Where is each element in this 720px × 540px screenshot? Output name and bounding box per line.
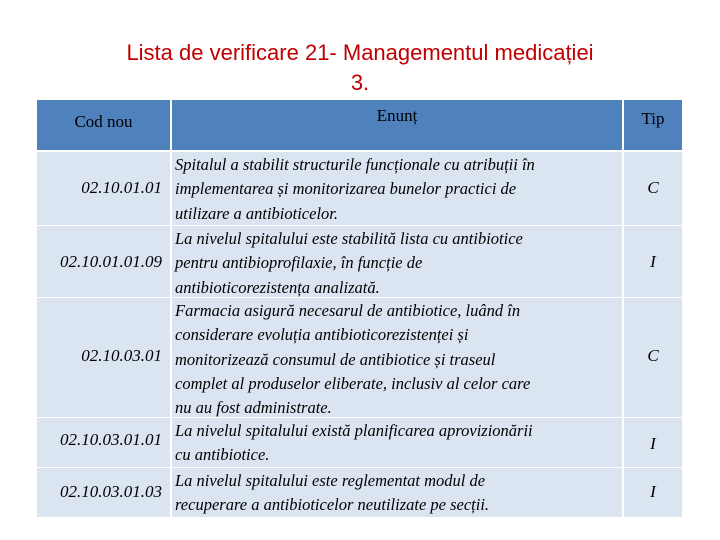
code-cell <box>37 226 170 298</box>
statement-cell <box>172 226 622 298</box>
statement-line: La nivelul spitalului este stabilită lista cu antibiotice <box>175 229 523 248</box>
table-row <box>37 226 682 298</box>
header-type-label: Tip <box>641 109 665 128</box>
row-type: I <box>650 482 656 501</box>
header-code-label: Cod nou <box>74 112 133 131</box>
statement-line: cu antibiotice. <box>175 445 270 465</box>
statement-line: considerare evoluția antibioticorezistenței și <box>175 325 469 345</box>
type-cell <box>624 152 682 226</box>
table-row <box>37 468 682 518</box>
table-row <box>37 152 682 226</box>
statement-cell <box>172 468 622 518</box>
statement-line: antibioticorezistența analizată. <box>175 277 380 297</box>
row-code: 02.10.01.01.09 <box>60 252 162 271</box>
statement-line: monitorizează consumul de antibiotice și traseul <box>175 349 496 369</box>
code-cell <box>37 152 170 226</box>
code-cell <box>37 298 170 418</box>
row-code: 02.10.03.01.01 <box>60 430 162 449</box>
table-row <box>37 298 682 418</box>
statement-cell <box>172 152 622 226</box>
row-statement <box>175 227 620 300</box>
code-cell <box>37 468 170 518</box>
statement-line: nu au fost administrate. <box>175 398 332 418</box>
table-row <box>37 418 682 468</box>
row-code: 02.10.01.01 <box>81 178 162 197</box>
type-cell <box>624 226 682 298</box>
statement-line: Spitalul a stabilit structurile funcționale cu atribuții în <box>175 155 535 174</box>
statement-cell <box>172 298 622 418</box>
row-type: C <box>647 346 659 365</box>
row-code: 02.10.03.01 <box>81 346 162 365</box>
statement-line: implementarea și monitorizarea bunelor practici de <box>175 179 517 199</box>
statement-line: complet al produselor eliberate, inclusiv al celor care <box>175 373 531 393</box>
statement-line: La nivelul spitalului există planificarea aprovizionării <box>175 421 533 440</box>
row-statement <box>175 419 620 468</box>
header-statement <box>172 100 622 150</box>
type-cell <box>624 468 682 518</box>
statement-line: utilizare a antibioticelor. <box>175 203 339 223</box>
statement-cell <box>172 418 622 468</box>
header-statement-label: Enunț <box>376 106 418 125</box>
page-title <box>40 38 680 98</box>
row-code: 02.10.03.01.03 <box>60 482 162 501</box>
statement-line: La nivelul spitalului este reglementat modul de <box>175 471 486 490</box>
type-cell <box>624 418 682 468</box>
statement-line: Farmacia asigură necesarul de antibiotice, luând în <box>175 301 521 320</box>
row-type: I <box>650 434 656 453</box>
row-type: I <box>650 252 656 271</box>
row-type: C <box>647 178 659 197</box>
row-statement <box>175 469 620 518</box>
row-statement <box>175 153 620 226</box>
title-line-2: 3. <box>350 70 370 95</box>
type-cell <box>624 298 682 418</box>
statement-line: recuperare a antibioticelor neutilizate pe secții. <box>175 495 490 515</box>
header-type <box>624 100 682 150</box>
header-code <box>37 100 170 150</box>
code-cell <box>37 418 170 468</box>
row-statement <box>175 299 620 420</box>
title-line-1: Lista de verificare 21- Managementul medicației <box>126 40 594 65</box>
statement-line: pentru antibioprofilaxie, în funcție de <box>175 253 423 273</box>
